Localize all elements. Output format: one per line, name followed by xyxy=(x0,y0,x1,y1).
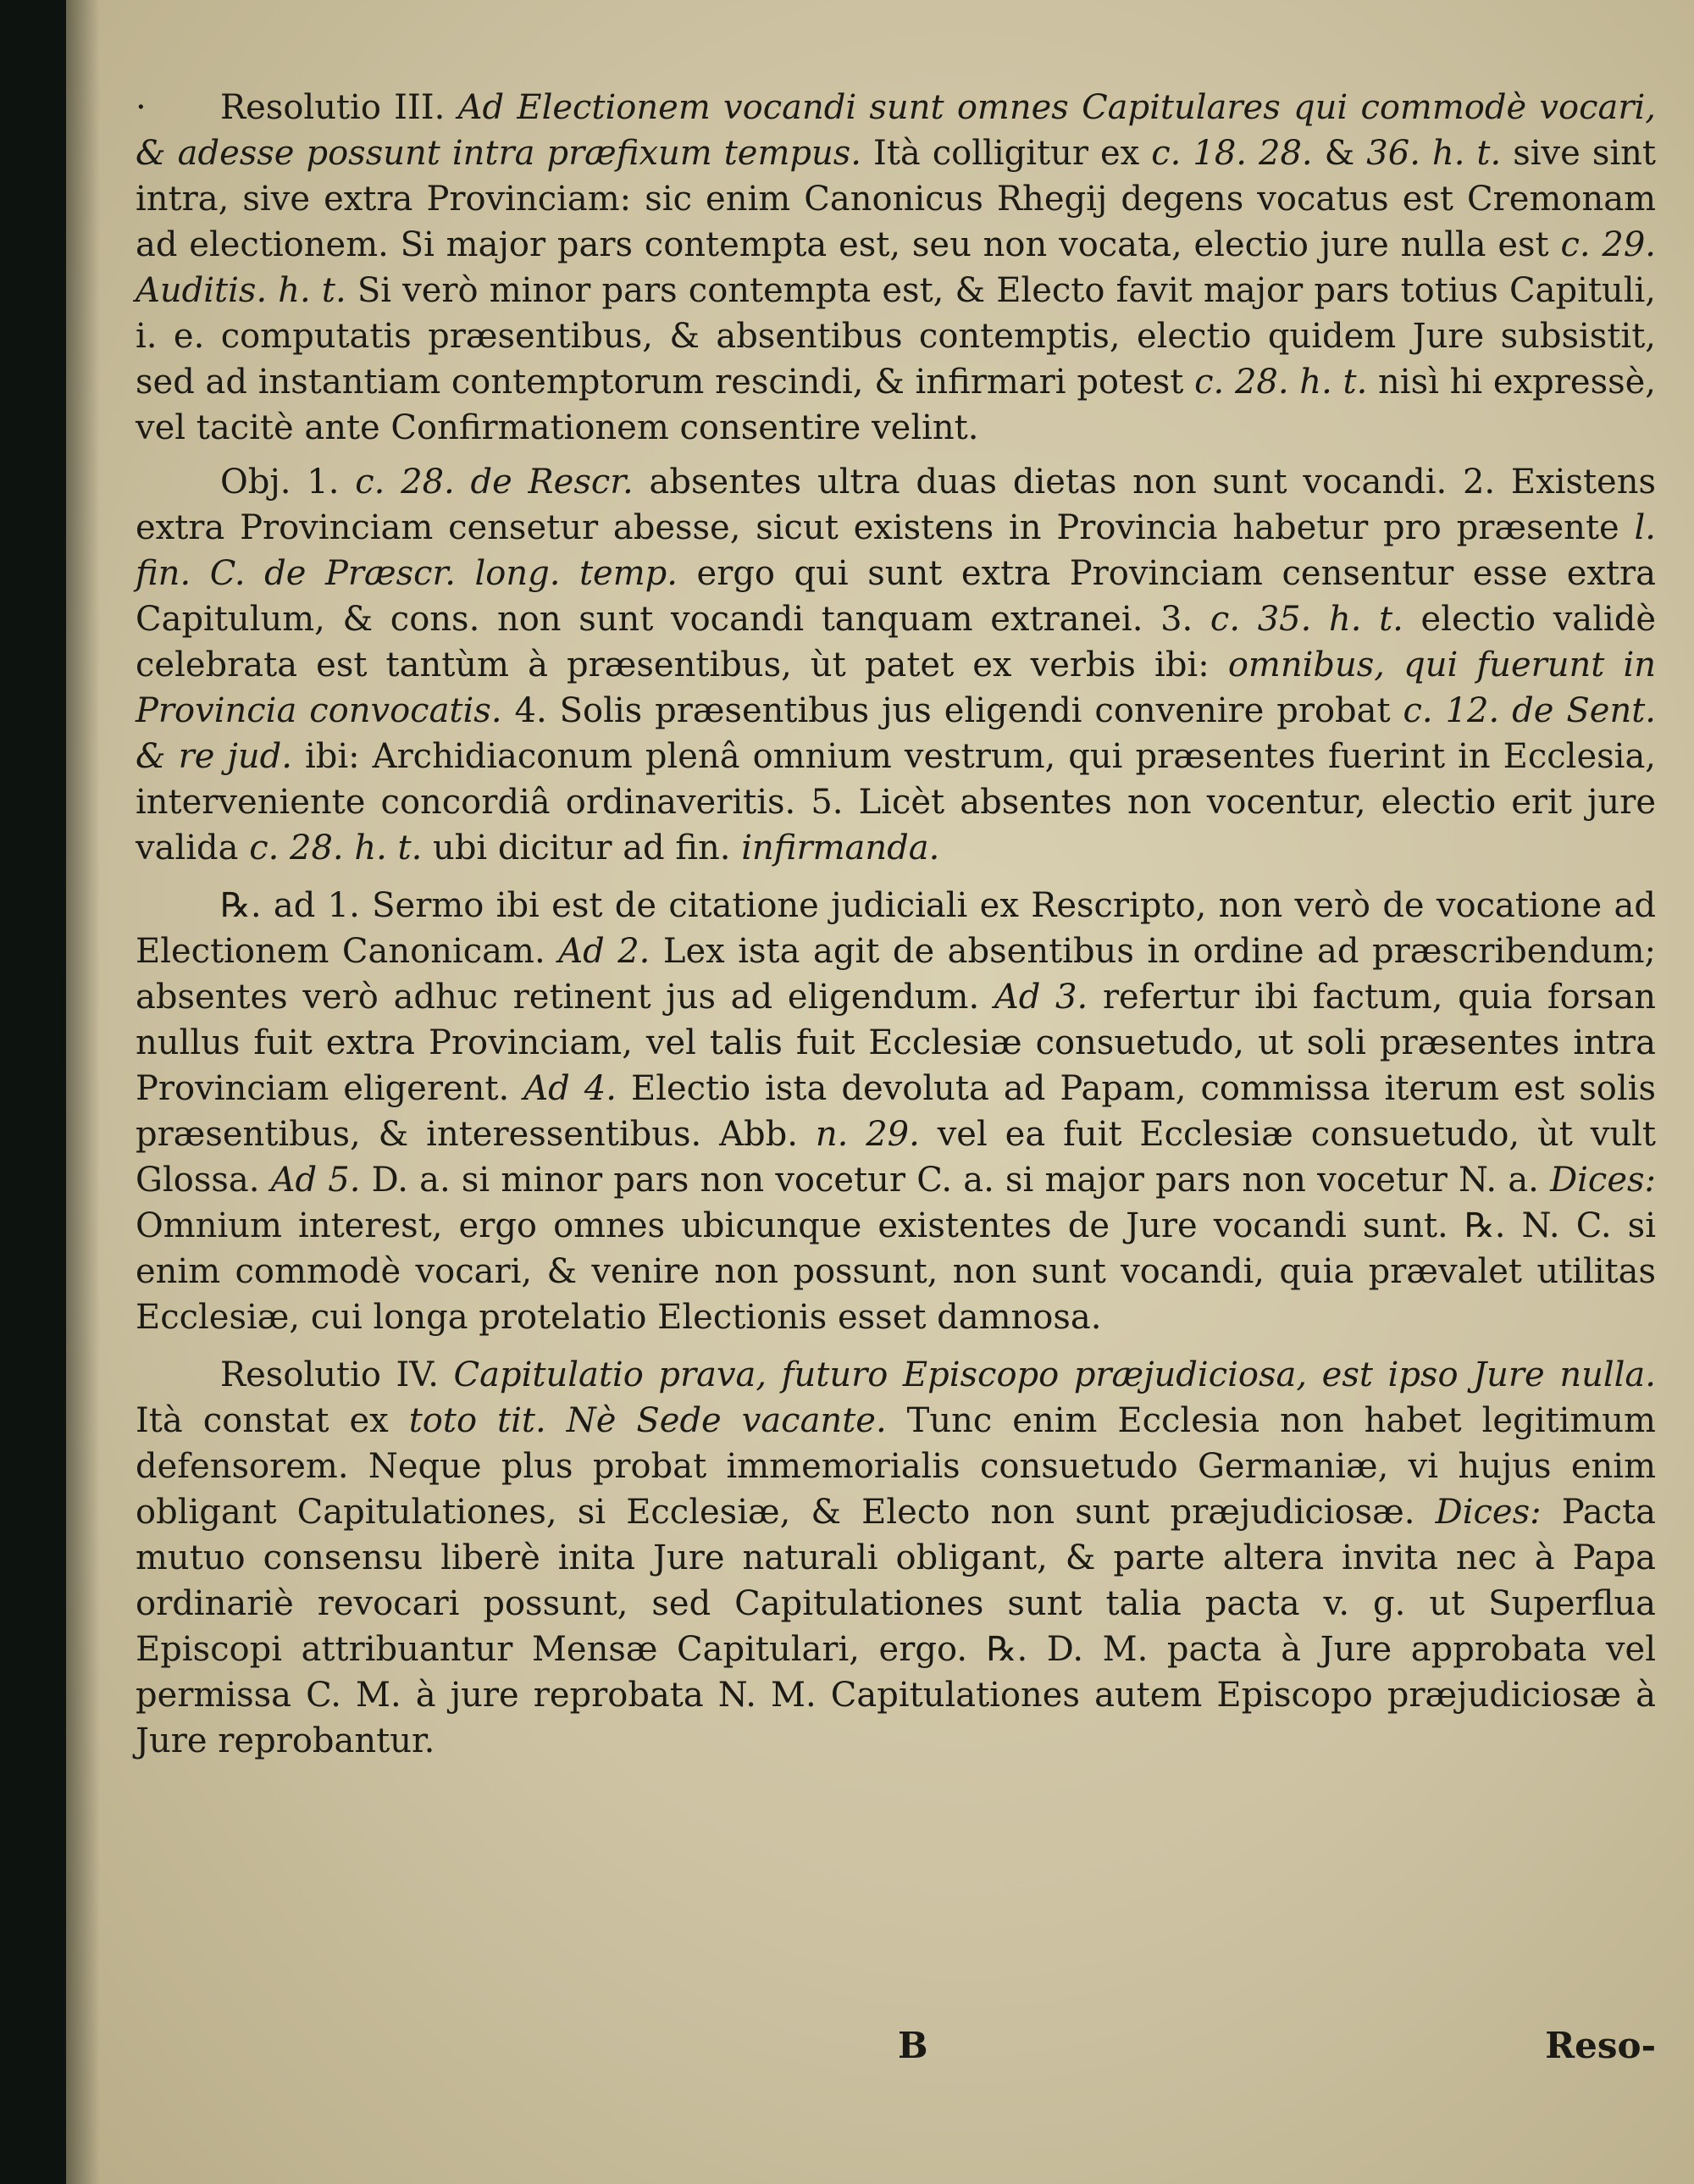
italic-text-segment: n. 29. xyxy=(815,1115,920,1154)
text-segment: Ità constat ex xyxy=(136,1401,409,1440)
text-segment: ibi: Archidiaconum plenâ omnium vestrum, qui præsentes fuerint in Ecclesia, interveniente concordiâ ordinaveritis. 5. Licèt absentes non vocentur, electio erit jure valida xyxy=(136,737,1657,868)
italic-text-segment: infirmanda. xyxy=(741,829,940,868)
italic-text-segment: c. 18. 28. xyxy=(1151,134,1313,173)
paragraph-responses xyxy=(136,883,1656,1340)
text-segment: refertur ibi factum, quia forsan nullus fuit extra Provinciam, vel talis fuit Ecclesiæ consuetudo, ut soli præsentes intra Provinciam eligerent. xyxy=(136,978,1656,1108)
italic-text-segment: Dices: xyxy=(1435,1493,1542,1532)
paragraph-objections xyxy=(136,459,1656,871)
italic-text-segment: Ad 4. xyxy=(523,1069,617,1108)
italic-text-segment: Dices: xyxy=(1550,1161,1657,1200)
text-segment: & xyxy=(1312,134,1367,173)
text-segment: Tunc enim Ecclesia non habet legitimum defensorem. Neque plus probat immemorialis consuetudo Germaniæ, vi hujus enim obligant Capitulationes, si Ecclesiæ, & Electo non sunt præjudiciosæ. xyxy=(136,1401,1656,1532)
leading-dot: · xyxy=(136,88,147,127)
italic-text-segment: omnibus, qui fuerunt in Provincia convocatis. xyxy=(136,646,1656,730)
text-segment: Omnium interest, ergo omnes ubicunque existentes de Jure vocandi sunt. ℞. N. C. si enim commodè vocari, & venire non possunt, non sunt vocandi, quia prævalet utilitas Ecclesiæ, cui longa protelatio Electionis esset damnosa. xyxy=(136,1206,1656,1337)
text-segment: Resolutio IV. xyxy=(220,1355,454,1394)
text-body xyxy=(136,85,1656,1776)
italic-text-segment: Ad Electionem vocandi sunt omnes Capitulares qui commodè vocari, & adesse possunt intra præfixum tempus. xyxy=(136,88,1656,173)
italic-text-segment: toto tit. Nè Sede vacante. xyxy=(408,1401,887,1440)
text-segment: electio validè celebrata est tantùm à præsentibus, ùt patet ex verbis ibi: xyxy=(136,600,1656,685)
page-footer xyxy=(136,2025,1656,2076)
italic-text-segment: c. 28. de Rescr. xyxy=(355,463,634,502)
italic-text-segment: Capitulatio prava, futuro Episcopo præjudiciosa, est ipso Jure nulla. xyxy=(453,1355,1656,1394)
catchword: Reso- xyxy=(1545,2025,1656,2066)
text-segment: Lex ista agit de absentibus in ordine ad præscribendum; absentes verò adhuc retinent jus ad eligendum. xyxy=(136,932,1656,1017)
italic-text-segment: c. 29. Auditis. h. t. xyxy=(136,225,1657,310)
text-segment: Ità colligitur ex xyxy=(861,134,1152,173)
text-segment: Pacta mutuo consensu liberè inita Jure naturali obligant, & parte altera invita nec à Papa ordinariè revocari possunt, sed Capitulationes sunt talia pacta v. g. ut Superflua Episcopi attribuantur Mensæ Capitulari, ergo. ℞. D. M. pacta à Jure approbata vel permissa C. M. à jure reprobata N. M. Capitulationes autem Episcopo præjudiciosæ à Jure reprobantur. xyxy=(136,1493,1656,1760)
italic-text-segment: c. 12. de Sent. & re jud. xyxy=(136,691,1656,776)
italic-text-segment: c. 35. h. t. xyxy=(1210,600,1403,639)
text-segment: absentes ultra duas dietas non sunt vocandi. 2. Existens extra Provinciam censetur abesse, sicut existens in Provincia habetur pro præsente xyxy=(136,463,1657,547)
text-segment: D. a. si minor pars non vocetur C. a. si major pars non vocetur N. a. xyxy=(360,1161,1551,1200)
paragraph-resolutio-iv xyxy=(136,1352,1656,1764)
italic-text-segment: Ad 3. xyxy=(994,978,1088,1017)
italic-text-segment: c. 28. h. t. xyxy=(1194,363,1368,402)
italic-text-segment: 36. h. t. xyxy=(1366,134,1502,173)
text-segment: sive sint intra, sive extra Provinciam: sic enim Canonicus Rhegij degens vocatus est Cremonam ad electionem. Si major pars contempta est, seu non vocata, electio jure nulla est xyxy=(136,134,1656,264)
italic-text-segment: Ad 5. xyxy=(270,1161,361,1200)
text-segment: Obj. 1. xyxy=(220,463,356,502)
book-page xyxy=(66,0,1694,2184)
italic-text-segment: l. fin. C. de Præscr. long. temp. xyxy=(136,508,1656,593)
text-segment: 4. Solis præsentibus jus eligendi convenire probat xyxy=(501,691,1403,730)
text-segment: vel ea fuit Ecclesiæ consuetudo, ùt vult Glossa. xyxy=(136,1115,1656,1200)
gutter-shadow xyxy=(66,0,100,2184)
italic-text-segment: c. 28. h. t. xyxy=(249,829,423,868)
text-segment: Si verò minor pars contempta est, & Electo favit major pars totius Capituli, i. e. computatis præsentibus, & absentibus contemptis, electio quidem Jure subsistit, sed ad instantiam contemptorum rescindi, & infirmari potest xyxy=(136,271,1656,402)
text-segment: Resolutio III. xyxy=(220,88,458,127)
paragraph-resolutio-iii xyxy=(136,85,1656,451)
signature-mark: B xyxy=(898,2025,928,2066)
text-segment: ergo qui sunt extra Provinciam censentur esse extra Capitulum, & cons. non sunt vocandi tanquam extranei. 3. xyxy=(136,554,1656,639)
text-segment: ubi dicitur ad fin. xyxy=(422,829,742,868)
text-segment: ℞. ad 1. Sermo ibi est de citatione judiciali ex Rescripto, non verò de vocatione ad Electionem Canonicam. xyxy=(136,886,1656,971)
text-segment: Electio ista devoluta ad Papam, commissa iterum est solis præsentibus, & interessentibus. Abb. xyxy=(136,1069,1657,1154)
text-segment: nisì hi expressè, vel tacitè ante Confirmationem consentire velint. xyxy=(136,363,1657,447)
italic-text-segment: Ad 2. xyxy=(558,932,650,971)
